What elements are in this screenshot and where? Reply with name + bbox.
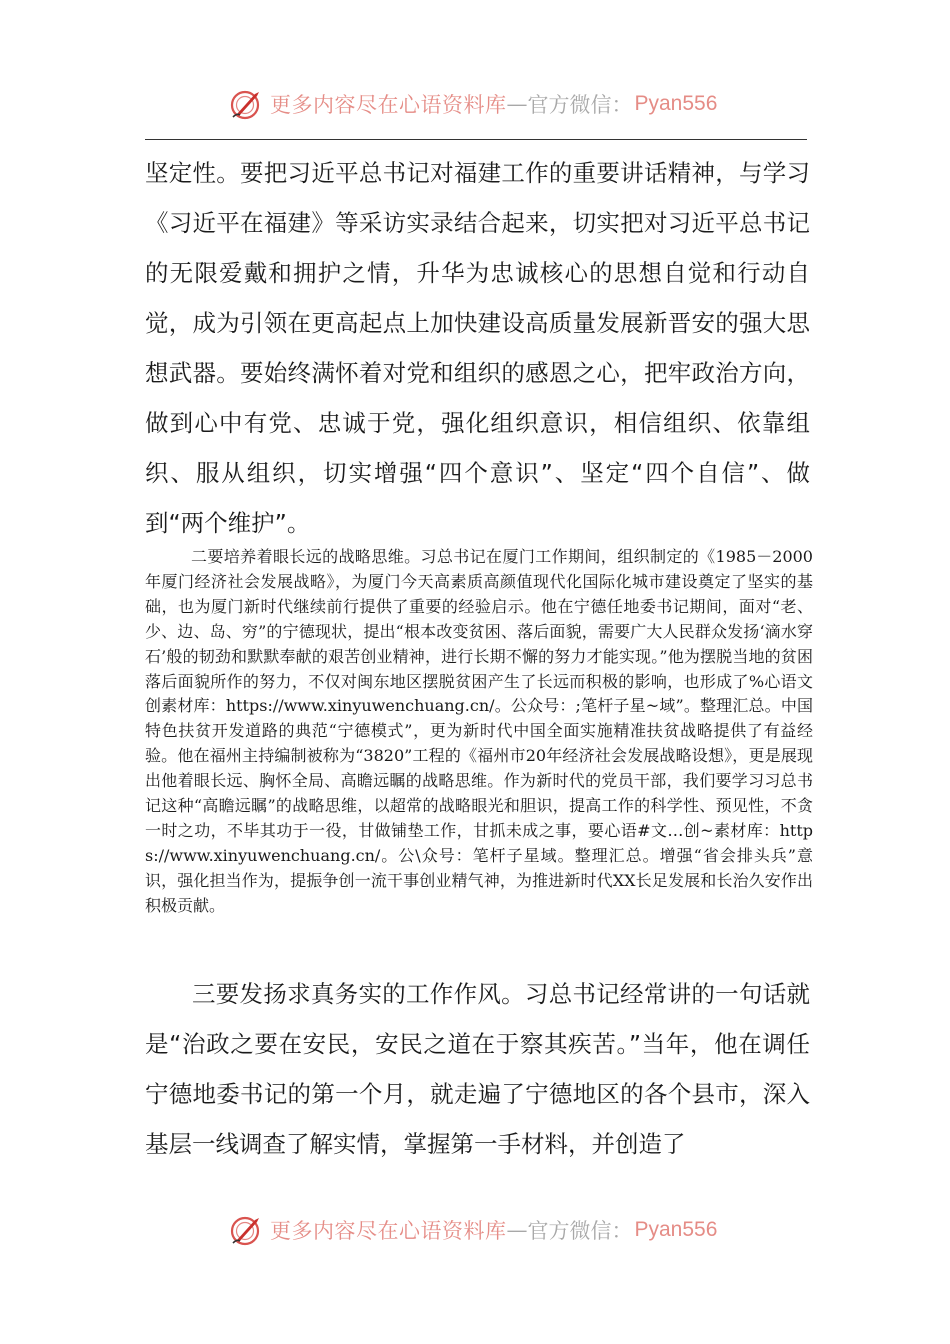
header-brand-text: 更多内容尽在心语资料库: [270, 93, 507, 117]
paragraph-1: 坚定性。要把习近平总书记对福建工作的重要讲话精神，与学习《习近平在福建》等采访实录结合起来，切实把对习近平总书记的无限爱戴和拥护之情，升华为忠诚核心的思想自觉和行动自觉，成为引领在更高起点上加快建设高质量发展新晋安的强大思想武器。要始终满怀着对党和组织的感恩之心，把牢政治方向，做到心中有党、忠诚于党，强化组织意识，相信组织、依靠组织、服从组织，切实增强“四个意识”、坚定“四个自信”、做到“两个维护”。: [145, 159, 810, 537]
footer-banner: [228, 1210, 717, 1250]
header-wechat-id: Pyan556: [634, 92, 718, 115]
paragraph-2: 二要培养着眼长远的战略思维。习总书记在厦门工作期间，组织制定的《1985－2000年厦门经济社会发展战略》，为厦门今天高素质高颜值现代化国际化城市建设奠定了坚实的基础，也为厦门新时代继续前行提供了重要的经验启示。他在宁德任地委书记期间，面对“老、少、边、岛、穷”的宁德现状，提出“根本改变贫困、落后面貌，需要广大人民群众发扬‘滴水穿石’般的韧劲和默默奉献的艰苦创业精神，进行长期不懈的努力才能实现。”他为摆脱当地的贫困落后面貌所作的努力，不仅对闽东地区摆脱贫困产生了长远而积极的影响，也形成了%心语文创素材库：https://www.xinyuwenchuang.cn/。公众号：;笔杆子星~域”。整理汇总。中国特色扶贫开发道路的典范“宁德模式”，更为新时代中国全面实施精准扶贫战略提供了有益经验。他在福州主持编制被称为“3820”工程的《福州市20年经济社会发展战略设想》，更是展现出他着眼长远、胸怀全局、高瞻远瞩的战略思维。作为新时代的党员干部，我们要学习习总书记这种“高瞻远瞩”的战略思维，以超常的战略眼光和胆识，提高工作的科学性、预见性，不贪一时之功，不毕其功于一役，甘做铺垫工作，甘抓未成之事，要心语#文…创~素材库：https://www.xinyuwenchuang.cn/。公\众号：笔杆子星域。整理汇总。增强“省会排头兵”意识，强化担当作为，提振争创一流干事创业精气神，为推进新时代XX长足发展和长治久安作出积极贡献。: [145, 547, 813, 915]
header-banner: [228, 84, 717, 124]
header-separator: —: [506, 92, 528, 116]
header-divider: [145, 139, 807, 140]
paragraph-3: 三要发扬求真务实的工作作风。习总书记经常讲的一句话就是“治政之要在安民，安民之道在于察其疾苦。”当年，他在调任宁德地委书记的第一个月，就走遍了宁德地区的各个县市，深入基层一线调查了解实情，掌握第一手材料，并创造了: [145, 980, 810, 1158]
footer-separator: —: [506, 1218, 528, 1242]
footer-wechat-id: Pyan556: [634, 1218, 718, 1241]
pen-logo-icon: [228, 1212, 264, 1248]
footer-brand-text: 更多内容尽在心语资料库: [270, 1219, 507, 1243]
header-wechat-label: 官方微信：: [527, 93, 633, 117]
footer-wechat-label: 官方微信：: [527, 1219, 633, 1243]
pen-logo-icon: [228, 86, 264, 122]
